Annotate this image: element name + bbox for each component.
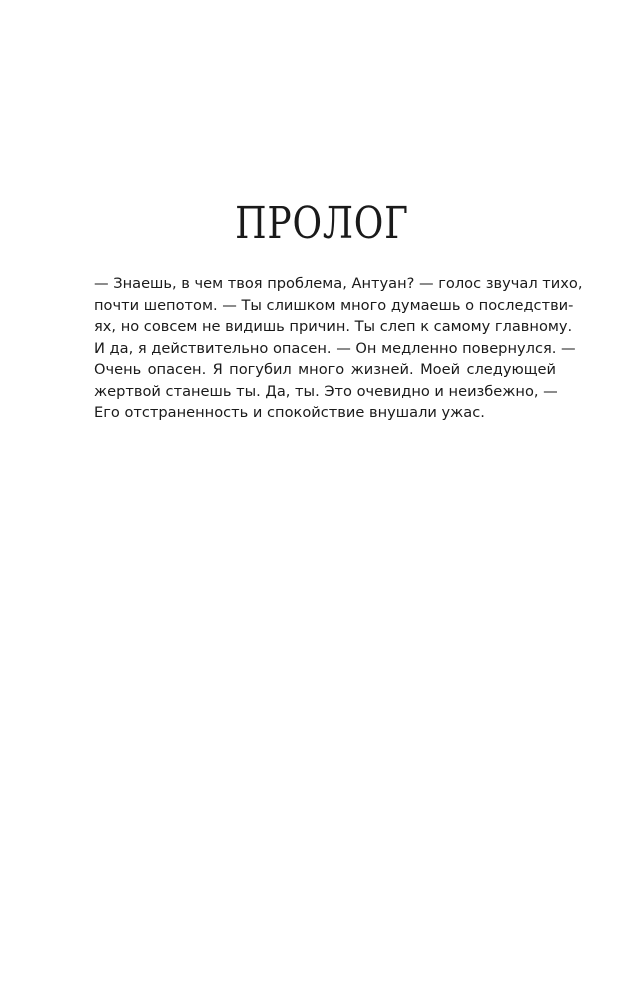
text-line: жертвой станешь ты. Да, ты. Это очевидно и неизбежно, — bbox=[94, 382, 558, 400]
text-line: Очень опасен. Я погубил много жизней. Моей следующей bbox=[94, 361, 556, 378]
text-line: Его отстраненность и спокойствие внушали ужас. bbox=[94, 404, 485, 421]
chapter-title: ПРОЛОГ bbox=[235, 198, 409, 249]
prologue-paragraph bbox=[94, 273, 583, 424]
text-line: И да, я действительно опасен. — Он медленно повернулся. — bbox=[94, 339, 576, 357]
text-line: — Знаешь, в чем твоя проблема, Антуан? — голос звучал тихо, bbox=[94, 275, 583, 292]
text-line: почти шепотом. — Ты слишком много думаешь о последстви- bbox=[94, 296, 574, 314]
text-line: ях, но совсем не видишь причин. Ты слеп к самому главному. bbox=[94, 318, 573, 335]
